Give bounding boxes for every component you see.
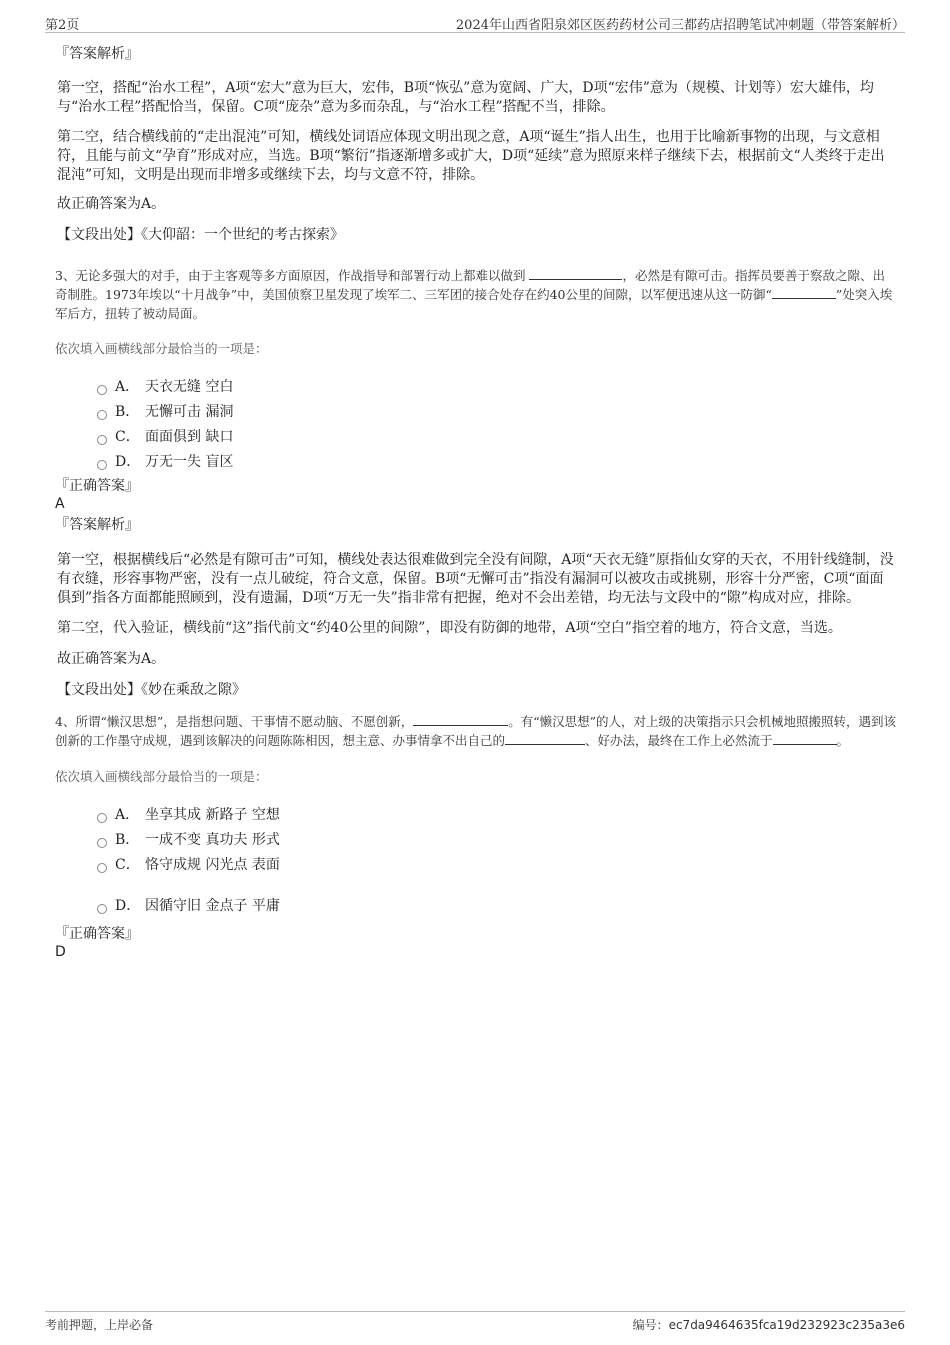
option-letter: D． — [115, 898, 141, 914]
q3-option-d[interactable] — [57, 450, 897, 475]
page-content — [57, 45, 897, 961]
q4-text-part-d: 。 — [836, 733, 850, 748]
radio-button-icon[interactable] — [97, 410, 107, 420]
page-number: 第2页 — [45, 18, 80, 33]
q3-prompt: 依次填入画横线部分最恰当的一项是： — [55, 341, 268, 356]
radio-button-icon[interactable] — [97, 460, 107, 470]
q3-source: 【文段出处】《妙在乘敌之隙》 — [57, 682, 246, 698]
q4-question-text — [55, 712, 897, 750]
q4-text-part-a: 4、所谓“懒汉思想”，是指想问题、干事情不愿动脑、不愿创新， — [55, 714, 414, 729]
q3-text-part-a: 3、无论多强大的对手，由于主客观等多方面原因，作战指导和部署行动上都难以做到 — [55, 268, 526, 283]
q4-correct-answer: D — [55, 944, 66, 960]
radio-button-icon[interactable] — [97, 904, 107, 914]
option-text: 坐享其成 新路子 空想 — [145, 807, 280, 823]
q2-analysis-para1: 第一空，搭配“治水工程”，A项“宏大”意为巨大，宏伟，B项“恢弘”意为宽阔、广大，D项“宏伟”意为（规模、计划等）宏大雄伟，均与“治水工程”搭配恰当，保留。C项“庞杂”意为多而杂乱，与“治水工程”搭配不当，排除。 — [57, 80, 874, 115]
option-letter: C． — [115, 429, 140, 445]
q2-analysis-title: 『答案解析』 — [55, 46, 139, 62]
q3-options — [57, 375, 897, 475]
q4-option-b[interactable] — [57, 828, 897, 853]
q3-blank-1 — [529, 266, 622, 280]
option-text: 无懈可击 漏洞 — [145, 404, 234, 420]
q3-analysis-para2: 第二空，代入验证，横线前“这”指代前文“约40公里的间隙”，即没有防御的地带，A项“空白”指空着的地方，符合文意，当选。 — [57, 620, 842, 636]
option-text: 一成不变 真功夫 形式 — [145, 832, 280, 848]
option-text: 天衣无缝 空白 — [145, 379, 234, 395]
footer-motto: 考前押题，上岸必备 — [45, 1318, 154, 1332]
q2-source: 【文段出处】《大仰韶：一个世纪的考古探索》 — [57, 227, 344, 243]
q4-answer-title: 『正确答案』 — [55, 926, 139, 942]
footer-serial — [633, 1316, 905, 1333]
q3-text-part-c: ”处突入埃军后方，扭转了被动局面。 — [55, 287, 893, 321]
serial-code: ec7da9464635fca19d232923c235a3e6 — [668, 1318, 905, 1332]
q2-conclusion: 故正确答案为A。 — [57, 196, 166, 212]
option-letter: A． — [115, 379, 140, 395]
option-letter: B． — [115, 404, 140, 420]
q4-option-a[interactable] — [57, 803, 897, 828]
q4-blank-2 — [505, 731, 585, 745]
q3-conclusion: 故正确答案为A。 — [57, 651, 166, 667]
option-letter: C． — [115, 857, 140, 873]
option-text: 万无一失 盲区 — [145, 454, 234, 470]
q4-options — [57, 803, 897, 919]
option-text: 恪守成规 闪光点 表面 — [145, 857, 280, 873]
radio-button-icon[interactable] — [97, 863, 107, 873]
option-letter: D． — [115, 454, 141, 470]
q3-blank-2 — [772, 285, 836, 299]
q3-analysis-title: 『答案解析』 — [55, 517, 139, 533]
q3-correct-answer: A — [55, 496, 65, 512]
option-letter: A． — [115, 807, 140, 823]
q4-option-c[interactable] — [57, 853, 897, 878]
q3-text-part-b: ，必然是有隙可击。指挥员要善于察敌之隙、出奇制胜。1973年埃以“十月战争”中，美国侦察卫星发现了埃军二、三军团的接合处存在约40公里的间隙，以军便迅速从这一防御“ — [55, 268, 885, 302]
q3-option-b[interactable] — [57, 400, 897, 425]
q4-blank-3 — [773, 731, 837, 745]
option-text: 面面俱到 缺口 — [145, 429, 234, 445]
q4-option-d[interactable] — [57, 894, 897, 919]
page-footer — [45, 1311, 905, 1332]
q3-option-c[interactable] — [57, 425, 897, 450]
radio-button-icon[interactable] — [97, 813, 107, 823]
q4-text-part-b: 。有“懒汉思想”的人，对上级的决策指示只会机械地照搬照转，遇到该创新的工作墨守成规，遇到该解决的问题陈陈相因，想主意、办事情拿不出自己的 — [55, 714, 897, 748]
q4-text-part-c: 、好办法，最终在工作上必然流于 — [585, 733, 773, 748]
q3-option-a[interactable] — [57, 375, 897, 400]
q3-analysis-para1: 第一空，根据横线后“必然是有隙可击”可知，横线处表达很难做到完全没有间隙，A项“天衣无缝”原指仙女穿的天衣，不用针线缝制，没有衣缝，形容事物严密，没有一点儿破绽，符合文意，保留。B项“无懈可击”指没有漏洞可以被攻击或挑剔，形容十分严密，C项“面面俱到”指各方面都能照顾到，没有遗漏，D项“万无一失”指非常有把握，绝对不会出差错，均无法与文段中的“隙”构成对应，排除。 — [57, 552, 894, 606]
q4-prompt: 依次填入画横线部分最恰当的一项是： — [55, 769, 268, 784]
serial-label: 编号： — [632, 1318, 669, 1332]
q2-analysis-para2: 第二空，结合横线前的“走出混沌”可知，横线处词语应体现文明出现之意，A项“诞生”指人出生，也用于比喻新事物的出现，与文意相符，且能与前文“孕育”形成对应，当选。B项“繁衍”指逐渐增多或扩大，D项“延续”意为照原来样子继续下去，根据前文“人类终于走出混沌”可知，文明是出现而非增多或继续下去，均与文意不符，排除。 — [57, 129, 885, 183]
radio-button-icon[interactable] — [97, 838, 107, 848]
radio-button-icon[interactable] — [97, 385, 107, 395]
q3-answer-title: 『正确答案』 — [55, 478, 139, 494]
option-text: 因循守旧 金点子 平庸 — [145, 898, 280, 914]
document-title: 2024年山西省阳泉郊区医药药材公司三都药店招聘笔试冲刺题（带答案解析） — [455, 18, 905, 33]
q3-question-text — [55, 266, 897, 323]
q4-blank-1 — [413, 712, 508, 726]
radio-button-icon[interactable] — [97, 435, 107, 445]
page-header — [45, 12, 905, 33]
option-letter: B． — [115, 832, 140, 848]
